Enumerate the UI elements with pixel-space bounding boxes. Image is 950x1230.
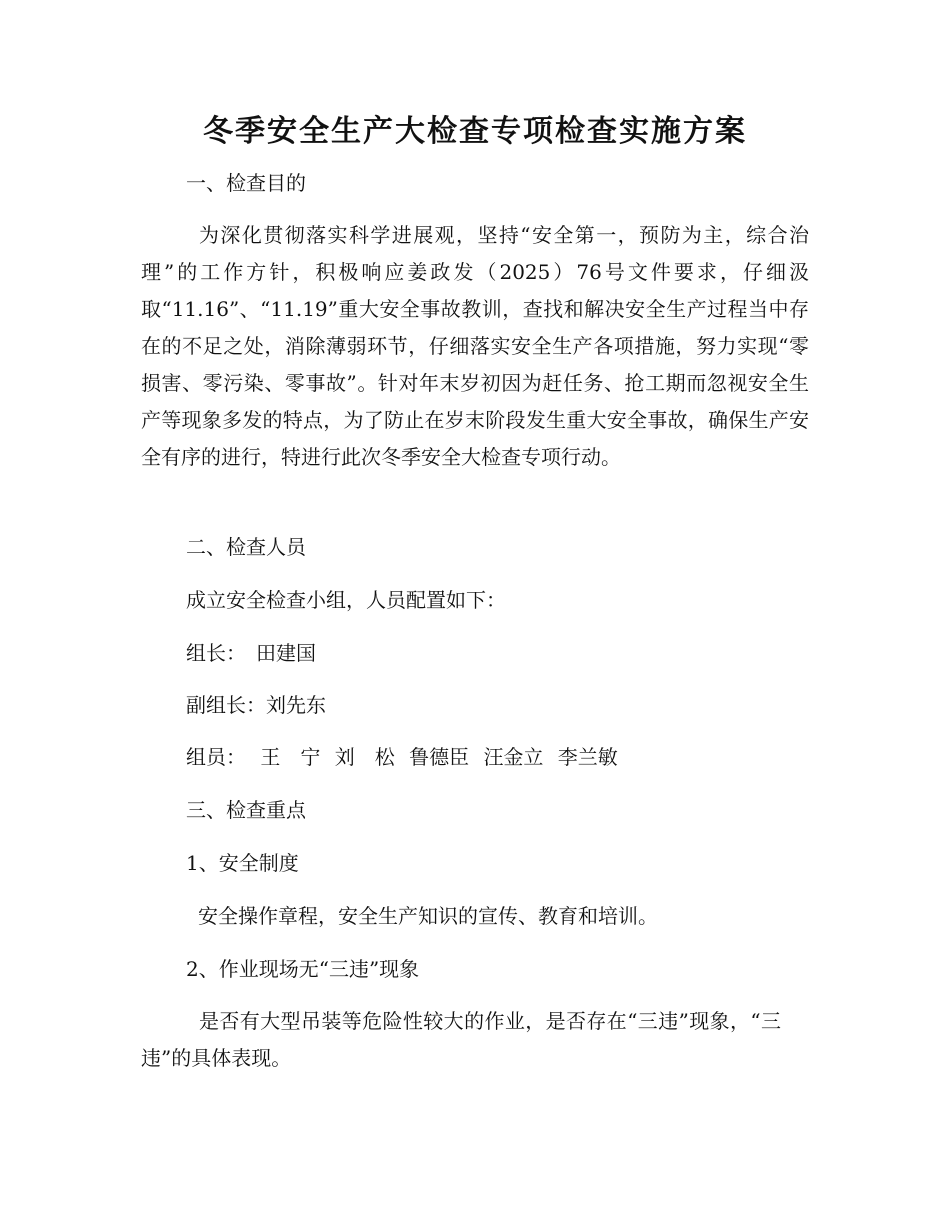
section3-heading: 三、检查重点 xyxy=(186,798,306,822)
member-name: 汪金立 xyxy=(483,745,544,769)
section2-heading: 二、检查人员 xyxy=(186,535,306,559)
document-title: 冬季安全生产大检查专项检查实施方案 xyxy=(203,114,747,149)
member-name: 王 宁 xyxy=(260,745,321,769)
leader-line: 组长： 田建国 xyxy=(186,641,316,665)
member-name: 刘 松 xyxy=(334,745,395,769)
member-name: 李兰敏 xyxy=(557,745,618,769)
item2-body: 是否有大型吊装等危险性较大的作业，是否存在“三违”现象，“三违”的具体表现。 xyxy=(141,1009,781,1070)
deputy-leader-line: 副组长：刘先东 xyxy=(186,693,326,717)
members-label: 组员： xyxy=(186,745,246,769)
section2-intro: 成立安全检查小组，人员配置如下： xyxy=(186,588,506,612)
item1-body: 安全操作章程，安全生产知识的宣传、教育和培训。 xyxy=(198,904,658,928)
section1-heading: 一、检查目的 xyxy=(186,171,306,195)
item2-heading: 2、作业现场无“三违”现象 xyxy=(186,957,420,981)
item1-heading: 1、安全制度 xyxy=(186,851,299,875)
section1-body: 为深化贯彻落实科学进展观，坚持“安全第一，预防为主，综合治理”的工作方针，积极响应姜政发（2025）76号文件要求，仔细汲取“11.16”、“11.19”重大安全事故教训，查找和解决安全生产过程当中存在的不足之处，消除薄弱环节，仔细落实安全生产各项措施，努力实现“零损害、零污染、零事故”。针对年末岁初因为赶任务、抢工期而忽视安全生产等现象多发的特点，为了防止在岁末阶段发生重大安全事故，确保生产安全有序的进行，特进行此次冬季安全大检查专项行动。 xyxy=(141,223,809,469)
members-line xyxy=(186,744,626,770)
member-name: 鲁德臣 xyxy=(409,745,470,769)
